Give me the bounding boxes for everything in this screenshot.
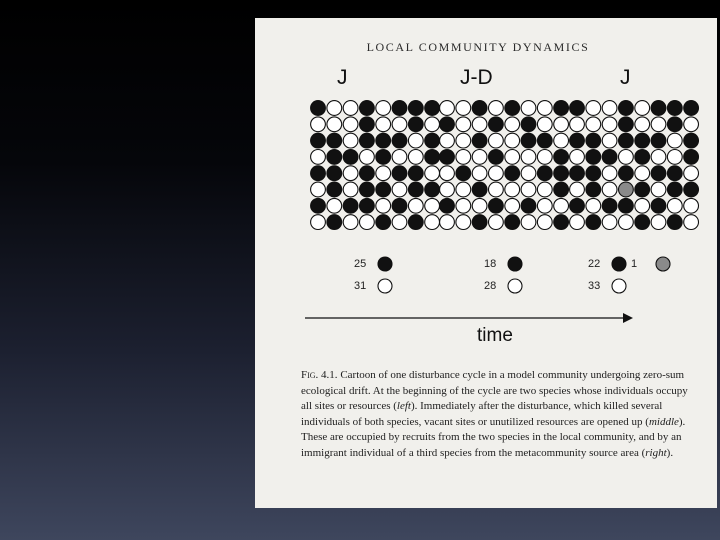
species-count-legend xyxy=(378,257,670,293)
individual-circle xyxy=(311,150,326,165)
individual-circle xyxy=(360,198,375,213)
individual-circle xyxy=(392,198,407,213)
individual-circle xyxy=(619,198,634,213)
individual-circle xyxy=(425,182,440,197)
individual-circle xyxy=(554,150,569,165)
time-label: time xyxy=(477,325,513,346)
individual-circle xyxy=(651,150,666,165)
individual-circle xyxy=(392,133,407,148)
individual-circle xyxy=(472,198,487,213)
individual-circle xyxy=(586,198,601,213)
individual-circle xyxy=(619,101,634,116)
individual-circle xyxy=(651,182,666,197)
individual-circle xyxy=(684,101,699,116)
individual-circle xyxy=(521,215,536,230)
legend-black-circle xyxy=(508,257,522,271)
individual-circle xyxy=(440,182,455,197)
caption-fig-number: Fig. 4.1. xyxy=(301,369,338,381)
individual-circle xyxy=(521,133,536,148)
individual-circle xyxy=(489,101,504,116)
individual-circle xyxy=(376,133,391,148)
individual-circle xyxy=(472,182,487,197)
individual-circle xyxy=(440,215,455,230)
individual-circle xyxy=(472,166,487,181)
individual-circle xyxy=(586,101,601,116)
individual-circle xyxy=(376,101,391,116)
grid-left xyxy=(311,101,440,230)
individual-circle xyxy=(456,101,471,116)
individual-circle xyxy=(489,215,504,230)
individual-circle xyxy=(537,166,552,181)
individual-circle xyxy=(521,166,536,181)
individual-circle xyxy=(684,215,699,230)
individual-circle xyxy=(554,182,569,197)
individual-circle xyxy=(472,215,487,230)
individual-circle xyxy=(360,133,375,148)
individual-circle xyxy=(635,101,650,116)
individual-circle xyxy=(521,198,536,213)
individual-circle xyxy=(489,198,504,213)
individual-circle xyxy=(619,215,634,230)
individual-circle xyxy=(489,182,504,197)
individual-circle xyxy=(392,101,407,116)
individual-circle xyxy=(651,117,666,132)
individual-circle xyxy=(521,101,536,116)
individual-circle xyxy=(489,150,504,165)
individual-circle xyxy=(505,133,520,148)
individual-circle xyxy=(586,150,601,165)
individual-circle xyxy=(425,133,440,148)
individual-circle xyxy=(505,117,520,132)
individual-circle xyxy=(343,215,358,230)
book-page xyxy=(255,18,717,508)
caption-text-2: ). Immediately after the disturbance, which killed several individuals of both species, vacant sites or unutilized resources are opened up ( xyxy=(301,400,663,428)
individual-circle xyxy=(602,133,617,148)
individual-circle xyxy=(425,215,440,230)
caption-italic-right: right xyxy=(645,446,667,459)
individual-circle xyxy=(619,150,634,165)
individual-circle xyxy=(684,150,699,165)
individual-circle xyxy=(570,133,585,148)
individual-circle xyxy=(311,117,326,132)
panel-label-middle: J-D xyxy=(460,66,493,89)
individual-circle xyxy=(360,101,375,116)
individual-circle xyxy=(472,101,487,116)
individual-circle xyxy=(635,215,650,230)
panel-label-right: J xyxy=(620,66,631,89)
individual-circle xyxy=(667,150,682,165)
legend-black-circle xyxy=(612,257,626,271)
individual-circle xyxy=(537,215,552,230)
individual-circle xyxy=(651,101,666,116)
individual-circle xyxy=(425,166,440,181)
individual-circle xyxy=(570,182,585,197)
individual-circle xyxy=(440,150,455,165)
individual-circle xyxy=(635,117,650,132)
individual-circle xyxy=(602,150,617,165)
individual-circle xyxy=(505,198,520,213)
individual-circle xyxy=(456,166,471,181)
individual-circle xyxy=(327,133,342,148)
individual-circle xyxy=(602,215,617,230)
individual-circle xyxy=(376,198,391,213)
individual-circle xyxy=(343,101,358,116)
individual-circle xyxy=(521,150,536,165)
count-middle-white: 28 xyxy=(484,280,497,292)
individual-circle xyxy=(602,198,617,213)
count-right-gray: 1 xyxy=(631,258,638,270)
individual-circle xyxy=(651,215,666,230)
caption-text-4: ). xyxy=(666,446,674,459)
individual-circle xyxy=(586,117,601,132)
individual-circle xyxy=(343,198,358,213)
individual-circle xyxy=(327,215,342,230)
individual-circle xyxy=(505,101,520,116)
individual-circle xyxy=(651,166,666,181)
individual-circle xyxy=(392,150,407,165)
legend-white-circle xyxy=(508,279,522,293)
individual-circle xyxy=(311,133,326,148)
individual-circle xyxy=(489,166,504,181)
individual-circle xyxy=(456,117,471,132)
individual-circle xyxy=(635,182,650,197)
individual-circle xyxy=(376,117,391,132)
individual-circle xyxy=(456,215,471,230)
individual-circle xyxy=(667,101,682,116)
individual-circle xyxy=(602,166,617,181)
individual-circle xyxy=(408,215,423,230)
individual-circle xyxy=(554,133,569,148)
individual-circle xyxy=(472,133,487,148)
individual-circle xyxy=(619,182,634,197)
individual-circle xyxy=(472,150,487,165)
individual-circle xyxy=(635,150,650,165)
individual-circle xyxy=(570,198,585,213)
individual-circle xyxy=(343,133,358,148)
individual-circle xyxy=(554,198,569,213)
legend-white-circle xyxy=(378,279,392,293)
individual-circle xyxy=(327,117,342,132)
individual-circle xyxy=(440,117,455,132)
count-right-black: 22 xyxy=(588,258,601,270)
individual-circle xyxy=(360,182,375,197)
individual-circle xyxy=(425,117,440,132)
individual-circle xyxy=(554,215,569,230)
individual-circle xyxy=(537,150,552,165)
individual-circle xyxy=(327,182,342,197)
caption-italic-left: left xyxy=(396,400,411,412)
individual-circle xyxy=(376,182,391,197)
individual-circle xyxy=(425,101,440,116)
individual-circle xyxy=(570,117,585,132)
count-middle-black: 18 xyxy=(484,258,497,270)
individual-circle xyxy=(440,198,455,213)
legend-white-circle xyxy=(612,279,626,293)
individual-circle xyxy=(684,166,699,181)
individual-circle xyxy=(311,198,326,213)
individual-circle xyxy=(408,150,423,165)
individual-circle xyxy=(456,150,471,165)
individual-circle xyxy=(505,215,520,230)
individual-circle xyxy=(586,182,601,197)
individual-circle xyxy=(635,198,650,213)
individual-circle xyxy=(619,117,634,132)
individual-circle xyxy=(392,117,407,132)
individual-circle xyxy=(537,133,552,148)
individual-circle xyxy=(311,166,326,181)
individual-circle xyxy=(521,117,536,132)
disturbance-cycle-figure xyxy=(255,18,717,358)
individual-circle xyxy=(425,150,440,165)
individual-circle xyxy=(505,182,520,197)
individual-circle xyxy=(570,166,585,181)
individual-circle xyxy=(311,101,326,116)
individual-circle xyxy=(554,101,569,116)
individual-circle xyxy=(570,215,585,230)
running-header: LOCAL COMMUNITY DYNAMICS xyxy=(366,40,590,54)
individual-circle xyxy=(667,215,682,230)
individual-circle xyxy=(667,198,682,213)
individual-circle xyxy=(537,198,552,213)
individual-circle xyxy=(667,182,682,197)
individual-circle xyxy=(521,182,536,197)
individual-circle xyxy=(489,133,504,148)
individual-circle xyxy=(684,133,699,148)
individual-circle xyxy=(408,133,423,148)
individual-circle xyxy=(343,166,358,181)
individual-circle xyxy=(360,117,375,132)
individual-circle xyxy=(602,117,617,132)
individual-circle xyxy=(602,101,617,116)
individual-circle xyxy=(392,215,407,230)
panel-label-left: J xyxy=(337,66,348,89)
individual-circle xyxy=(586,215,601,230)
individual-circle xyxy=(360,150,375,165)
individual-circle xyxy=(537,101,552,116)
individual-circle xyxy=(343,150,358,165)
individual-circle xyxy=(586,133,601,148)
time-arrow-head xyxy=(623,313,633,323)
individual-circle xyxy=(327,166,342,181)
individual-circle xyxy=(408,182,423,197)
individual-circle xyxy=(570,150,585,165)
individual-circle xyxy=(619,133,634,148)
individual-circle xyxy=(570,101,585,116)
individual-circle xyxy=(392,182,407,197)
individual-circle xyxy=(327,101,342,116)
individual-circle xyxy=(505,150,520,165)
individual-circle xyxy=(408,166,423,181)
individual-circle xyxy=(408,198,423,213)
caption-italic-middle: middle xyxy=(648,415,679,428)
individual-circle xyxy=(667,133,682,148)
individual-circle xyxy=(440,101,455,116)
individual-circle xyxy=(505,166,520,181)
individual-circle xyxy=(408,101,423,116)
individual-circle xyxy=(456,133,471,148)
count-right-white: 33 xyxy=(588,280,601,292)
individual-circle xyxy=(392,166,407,181)
individual-circle xyxy=(440,166,455,181)
individual-circle xyxy=(586,166,601,181)
individual-circle xyxy=(684,182,699,197)
individual-circle xyxy=(667,117,682,132)
individual-circle xyxy=(456,182,471,197)
individual-circle xyxy=(684,117,699,132)
individual-circle xyxy=(537,182,552,197)
individual-circle xyxy=(311,215,326,230)
individual-circle xyxy=(343,182,358,197)
individual-circle xyxy=(684,198,699,213)
legend-gray-circle xyxy=(656,257,670,271)
individual-circle xyxy=(408,117,423,132)
individual-circle xyxy=(619,166,634,181)
individual-circle xyxy=(602,182,617,197)
figure-caption xyxy=(301,368,699,461)
individual-circle xyxy=(343,117,358,132)
individual-circle xyxy=(667,166,682,181)
individual-circle xyxy=(651,133,666,148)
individual-circle xyxy=(554,166,569,181)
individual-circle xyxy=(360,166,375,181)
individual-circle xyxy=(327,198,342,213)
individual-circle xyxy=(635,166,650,181)
individual-circle xyxy=(472,117,487,132)
individual-circle xyxy=(360,215,375,230)
grid-right xyxy=(570,101,699,230)
grid-middle xyxy=(440,101,569,230)
individual-circle xyxy=(425,198,440,213)
individual-circle xyxy=(327,150,342,165)
individual-circle xyxy=(456,198,471,213)
count-left-white: 31 xyxy=(354,280,367,292)
individual-circle xyxy=(311,182,326,197)
legend-black-circle xyxy=(378,257,392,271)
caption-text-1: Cartoon of one disturbance cycle in a model community undergoing zero-sum ecological drift. At the beginning of the cycle are two species whose individuals occupy all sites or resources ( xyxy=(301,369,688,412)
caption-text-3: ). These are occupied by recruits from the two species in the local community, and by an immigrant individual of a third species from the metacommunity source area ( xyxy=(301,415,686,459)
individual-circle xyxy=(376,150,391,165)
individual-circle xyxy=(554,117,569,132)
individual-circle xyxy=(651,198,666,213)
individual-circle xyxy=(489,117,504,132)
individual-circle xyxy=(635,133,650,148)
individual-circle xyxy=(440,133,455,148)
individual-circle xyxy=(376,215,391,230)
individual-circle xyxy=(537,117,552,132)
count-left-black: 25 xyxy=(354,258,367,270)
individual-circle xyxy=(376,166,391,181)
